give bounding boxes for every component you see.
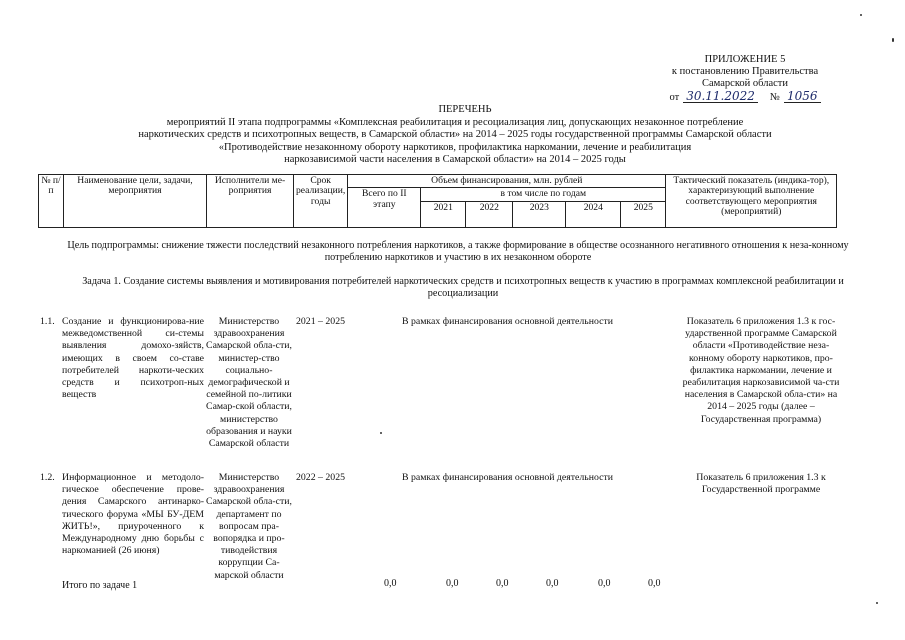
row-1-1-executors: Министерство здравоохранения Самарской обла-сти, министер-ство социально-демографической и семейной по-литики Самар-ской области, министерство образования и науки Самарской области	[206, 316, 292, 450]
header-name: Наименование цели, задачи, мероприятия	[64, 175, 207, 228]
handwritten-date: 30.11.2022	[683, 90, 758, 103]
row-1-2-num: 1.2.	[40, 472, 55, 483]
date-prefix: от	[669, 92, 680, 103]
header-executors: Исполнители ме-роприятия	[207, 175, 294, 228]
title-line-1: мероприятий II этапа подпрограммы «Комплексная реабилитация и ресоциализация лиц, допускающих незаконное потребление	[166, 116, 744, 128]
header-term: Срок реализации, годы	[294, 175, 348, 228]
scan-speck	[860, 14, 862, 16]
header-year-2021: 2021	[421, 201, 466, 227]
header-year-2025: 2025	[621, 201, 666, 227]
header-funding: Объем финансирования, млн. рублей	[348, 175, 666, 188]
handwritten-number: 1056	[784, 90, 821, 103]
row-1-1-funding: В рамках финансирования основной деятельности	[402, 316, 614, 327]
title-line-4: наркозависимой части населения в Самарской области» на 2014 – 2025 годы	[284, 154, 626, 166]
number-prefix: №	[769, 92, 780, 103]
row-1-2-executors: Министерство здравоохранения Самарской обла-сти, департамент по вопросам пра-вопорядка и про-тиводействия коррупции Са-марской области	[206, 472, 292, 581]
row-1-1-num: 1.1.	[40, 316, 55, 327]
total-value-all: 0,0	[384, 578, 397, 589]
row-1-2-name: Информационное и методоло-гическое обеспечение прове-дения Самарского антинарко-тического форума «МЫ БУ-ДЕМ ЖИТЬ!», приуроченного к Международному дню борьбы с наркоманией (26 июня)	[62, 472, 204, 557]
row-1-1-indicator: Показатель 6 приложения 1.3 к гос-ударственной программе Самарской области «Противодействие неза-конному обороту наркотиков, про-филактика наркомании, лечение и реабилитация наркозависимой ча-сти населения в Самарской обла-сти» на 2014 – 2025 годы (далее – Государственная программа)	[682, 316, 840, 425]
header-total: Всего по II этапу	[348, 188, 421, 227]
document-title	[120, 104, 790, 167]
row-1-1-term: 2021 – 2025	[296, 316, 345, 327]
scan-speck	[892, 38, 894, 42]
total-value-2021: 0,0	[446, 578, 459, 589]
task-1: Задача 1. Создание системы выявления и мотивирования потребителей наркотических средств и психотропных веществ к участию в программах комплексной реабилитации и ресоциализации	[82, 276, 844, 300]
row-1-1-name: Создание и функционирова-ние межведомственной си-стемы выявления домохо-зяйств, имеющих в своем со-ставе потребителей наркоти-ческих средств и психотроп-ных веществ	[62, 316, 204, 401]
appendix-label: ПРИЛОЖЕНИЕ 5	[704, 54, 786, 65]
header-year-2024: 2024	[566, 201, 621, 227]
row-1-2-indicator: Показатель 6 приложения 1.3 к Государственной программе	[696, 472, 826, 496]
header-year-2022: 2022	[466, 201, 513, 227]
header-indicator: Тактический показатель (индика-тор), характеризующий выполнение соответствующего мероприятия (мероприятий)	[666, 175, 837, 228]
header-year-2023: 2023	[513, 201, 566, 227]
total-value-2022: 0,0	[496, 578, 509, 589]
total-value-2025: 0,0	[648, 578, 661, 589]
total-value-2023: 0,0	[546, 578, 559, 589]
appendix-region: Самарской области	[702, 78, 788, 89]
appendix-date-line	[640, 90, 850, 104]
total-row-label: Итого по задаче 1	[62, 580, 138, 591]
table-header	[38, 174, 837, 228]
row-1-2-funding: В рамках финансирования основной деятельности	[402, 472, 614, 483]
header-by-years: в том числе по годам	[421, 188, 666, 201]
program-goal: Цель подпрограммы: снижение тяжести последствий незаконного потребления наркотиков, а также формирование в обществе осознанного негативного отношения к неза-конному потреблению наркотиков и участию в их незаконном обороте	[67, 240, 849, 264]
title-line-3: «Противодействие незаконному обороту наркотиков, профилактика наркомании, лечение и реабилитация	[218, 141, 692, 153]
scan-speck	[380, 432, 382, 434]
scan-speck	[876, 602, 878, 604]
header-num: № п/п	[39, 175, 64, 228]
appendix-to: к постановлению Правительства	[671, 66, 819, 77]
row-1-2-term: 2022 – 2025	[296, 472, 345, 483]
appendix-block	[640, 54, 850, 104]
title-line-2: наркотических средств и психотропных веществ, в Самарской области» на 2014 – 2025 годы государственной программы Самарской области	[138, 129, 772, 141]
title-heading: ПЕРЕЧЕНЬ	[438, 104, 492, 115]
total-value-2024: 0,0	[598, 578, 611, 589]
